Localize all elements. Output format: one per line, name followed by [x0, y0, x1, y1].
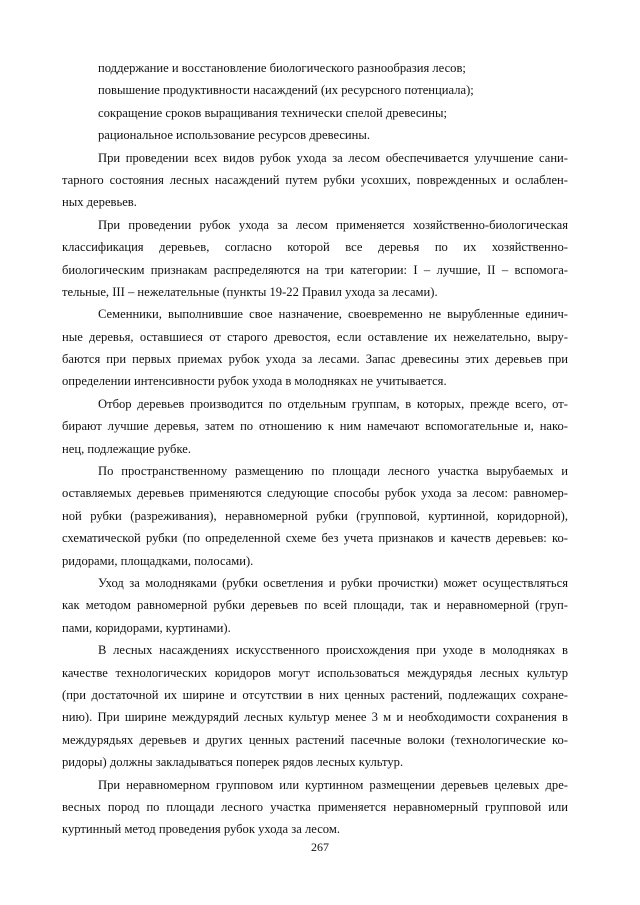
text-line: схематической рубки (по определенной схеме без учета признаков и качеств деревьев: ко- [62, 531, 568, 546]
text-line: Семенники, выполнившие свое назначение, своевременно не вырубленные единич- [98, 307, 568, 322]
paragraph-artificial-stands [62, 639, 568, 773]
text-line: нец, подлежащие рубке. [62, 441, 191, 456]
text-line: тарного состояния лесных насаждений путем рубки усохших, поврежденных и ослаблен- [62, 172, 568, 187]
text-line: классификация деревьев, согласно которой все деревья по их хозяйственно- [62, 240, 568, 255]
text-line: качестве технологических коридоров могут использоваться междурядья лесных культур [62, 665, 568, 680]
text-line: ридорами, площадками, полосами). [62, 553, 254, 568]
text-line: В лесных насаждениях искусственного происхождения при уходе в молодняках в [98, 643, 568, 658]
paragraph-classification [62, 214, 568, 304]
paragraph-uneven-placement [62, 774, 568, 841]
paragraph-spatial-methods [62, 460, 568, 572]
paragraph-tree-selection [62, 393, 568, 460]
text-line: Уход за молодняками (рубки осветления и рубки прочистки) может осуществляться [98, 575, 568, 590]
text-line: При неравномерном групповом или куртинном размещении деревьев целевых дре- [98, 777, 568, 792]
text-line: ной рубки (разреживания), неравномерной рубки (групповой, куртинной, коридорной), [62, 508, 568, 523]
text-line: ных деревьев. [62, 195, 137, 210]
text-line: ные деревья, оставшиеся от старого древостоя, если оставление их нежелательно, выру- [62, 329, 568, 344]
paragraph-sanitary [62, 147, 568, 214]
text-line: ридоры) должны закладываться поперек рядов лесных культур. [62, 755, 404, 770]
paragraph-seed-trees [62, 303, 568, 393]
paragraph-young-stands [62, 572, 568, 639]
list-item: повышение продуктивности насаждений (их ресурсного потенциала); [98, 83, 474, 98]
text-line: При проведении всех видов рубок ухода за лесом обеспечивается улучшение сани- [98, 150, 568, 165]
text-line: как методом равномерной рубки деревьев по всей площади, так и неравномерной (груп- [62, 598, 568, 613]
text-line: оставляемых деревьев применяются следующие способы рубок ухода за лесом: равномер- [62, 486, 568, 501]
text-line: весных пород по площади лесного участка применяется неравномерный групповой или [62, 799, 568, 814]
text-line: баются при первых приемах рубок ухода за лесами. Запас древесины этих деревьев при [62, 352, 568, 367]
text-line: междурядьях деревьев и других ценных растений пасечные волоки (технологические ко- [62, 732, 568, 747]
text-line: При проведении рубок ухода за лесом применяется хозяйственно-биологическая [98, 217, 568, 232]
text-line: куртинный метод проведения рубок ухода за лесом. [62, 822, 340, 837]
text-line: бирают лучшие деревья, затем по отношению к ним намечают вспомогательные и, нако- [62, 419, 568, 434]
text-line: По пространственному размещению по площади лесного участка вырубаемых и [98, 464, 568, 479]
text-line: тельные, III – нежелательные (пункты 19-22 Правил ухода за лесами). [62, 284, 438, 299]
text-line: определении интенсивности рубок ухода в молодняках не учитывается. [62, 374, 447, 389]
page-body [62, 57, 568, 841]
text-line: нию). При ширине междурядий лесных культур менее 3 м и необходимости сохранения в [62, 710, 568, 725]
list-item: рациональное использование ресурсов древесины. [98, 128, 371, 143]
list-item: сокращение сроков выращивания технически спелой древесины; [98, 105, 447, 120]
text-line: Отбор деревьев производится по отдельным группам, в которых, прежде всего, от- [98, 396, 568, 411]
text-line: биологическим признакам распределяются на три категории: I – лучшие, II – вспомога- [62, 262, 568, 277]
text-line: пами, коридорами, куртинами). [62, 620, 231, 635]
list-item: поддержание и восстановление биологического разнообразия лесов; [98, 61, 466, 75]
text-line: (при достаточной их ширине и отсутствии в них ценных растений, подлежащих сохране- [62, 687, 568, 702]
page-number: 267 [311, 840, 329, 854]
